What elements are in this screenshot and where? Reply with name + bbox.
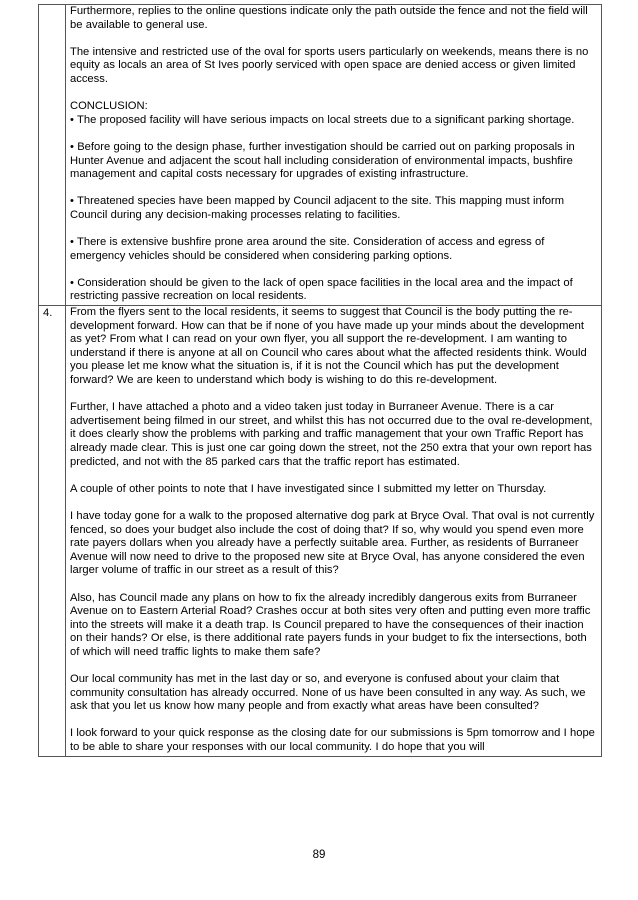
conclusion-heading: CONCLUSION: [70,100,148,113]
paragraph: Further, I have attached a photo and a video taken just today in Burraneer Avenue. There is a car advertisement being filmed in our street, and whilst this has not occurred due to the oval re-development, it does clearly show the problems with parking and traffic management that your own Traffic Report has already made clear. This is just one car going down the street, not the 250 extra that your own report has predicted, and not with the 85 parked cars that the traffic report has estimated. [70,401,593,468]
table-row [39,306,602,757]
row-body [66,5,602,306]
paragraph: Furthermore, replies to the online questions indicate only the path outside the fence and not the field will be available to general use. [70,5,588,31]
paragraph: I have today gone for a walk to the proposed alternative dog park at Bryce Oval. That oval is not currently fenced, so does your budget also include the cost of doing that? If so, why would you spend even more rate payers dollars when you already have a perfectly suitable area. Further, as residents of Burraneer Avenue will now need to drive to the proposed new site at Bryce Oval, has anyone considered the even larger volume of traffic in our street as a result of this? [70,509,595,577]
table-row [39,5,602,306]
bullet-item: • There is extensive bushfire prone area around the site. Consideration of access and egress of emergency vehicles should be considered when considering parking options. [70,236,545,262]
submissions-table [38,4,602,757]
paragraph: Also, has Council made any plans on how to fix the already incredibly dangerous exits from Burraneer Avenue on to Eastern Arterial Road? Crashes occur at both sites very often and putting even more traffic into the streets will make it a death trap. Is Council prepared to have the consequences of their inaction on their hands? Or else, is there additional rate payers funds in your budget to fix the intersections, both of which will need traffic lights to make them safe? [70,591,591,658]
row-number: 4. [39,306,66,757]
row-body [66,306,602,757]
paragraph: From the flyers sent to the local residents, it seems to suggest that Council is the body putting the re-development forward. How can that be if none of you have made up your minds about the development as yet? From what I can read on your own flyer, you all support the re-development. I am wanting to understand if there is anyone at all on Council who cares about what the affected residents think. Would you please let me know what the situation is, if it is not the Council which has put the development forward? We are keen to understand which body is wishing to do this re-development. [70,306,587,387]
bullet-item: • Consideration should be given to the lack of open space facilities in the local area and the impact of restricting passive recreation on local residents. [70,276,573,303]
paragraph: Our local community has met in the last day or so, and everyone is confused about your claim that community consultation has already occurred. None of us have been consulted in any way. As such, we ask that you let us know how many people and from exactly what areas have been consulted? [70,673,586,713]
bullet-item: • Before going to the design phase, further investigation should be carried out on parking proposals in Hunter Avenue and adjacent the scout hall including consideration of environmental impacts, bushfire management and capital costs necessary for upgrades of existing infrastructure. [70,140,575,181]
paragraph: The intensive and restricted use of the oval for sports users particularly on weekends, means there is no equity as locals an area of St Ives poorly serviced with open space are denied access or given limited access. [70,45,589,85]
paragraph: A couple of other points to note that I have investigated since I submitted my letter on Thursday. [70,482,547,495]
bullet-item: • The proposed facility will have serious impacts on local streets due to a significant parking shortage. [70,113,575,126]
row-number [39,5,66,306]
bullet-item: • Threatened species have been mapped by Council adjacent to the site. This mapping must inform Council during any decision-making processes relating to facilities. [70,195,565,221]
page-number: 89 [312,849,326,861]
paragraph: I look forward to your quick response as the closing date for our submissions is 5pm tomorrow and I hope to be able to share your responses with our local community. I do hope that you will [70,727,595,754]
